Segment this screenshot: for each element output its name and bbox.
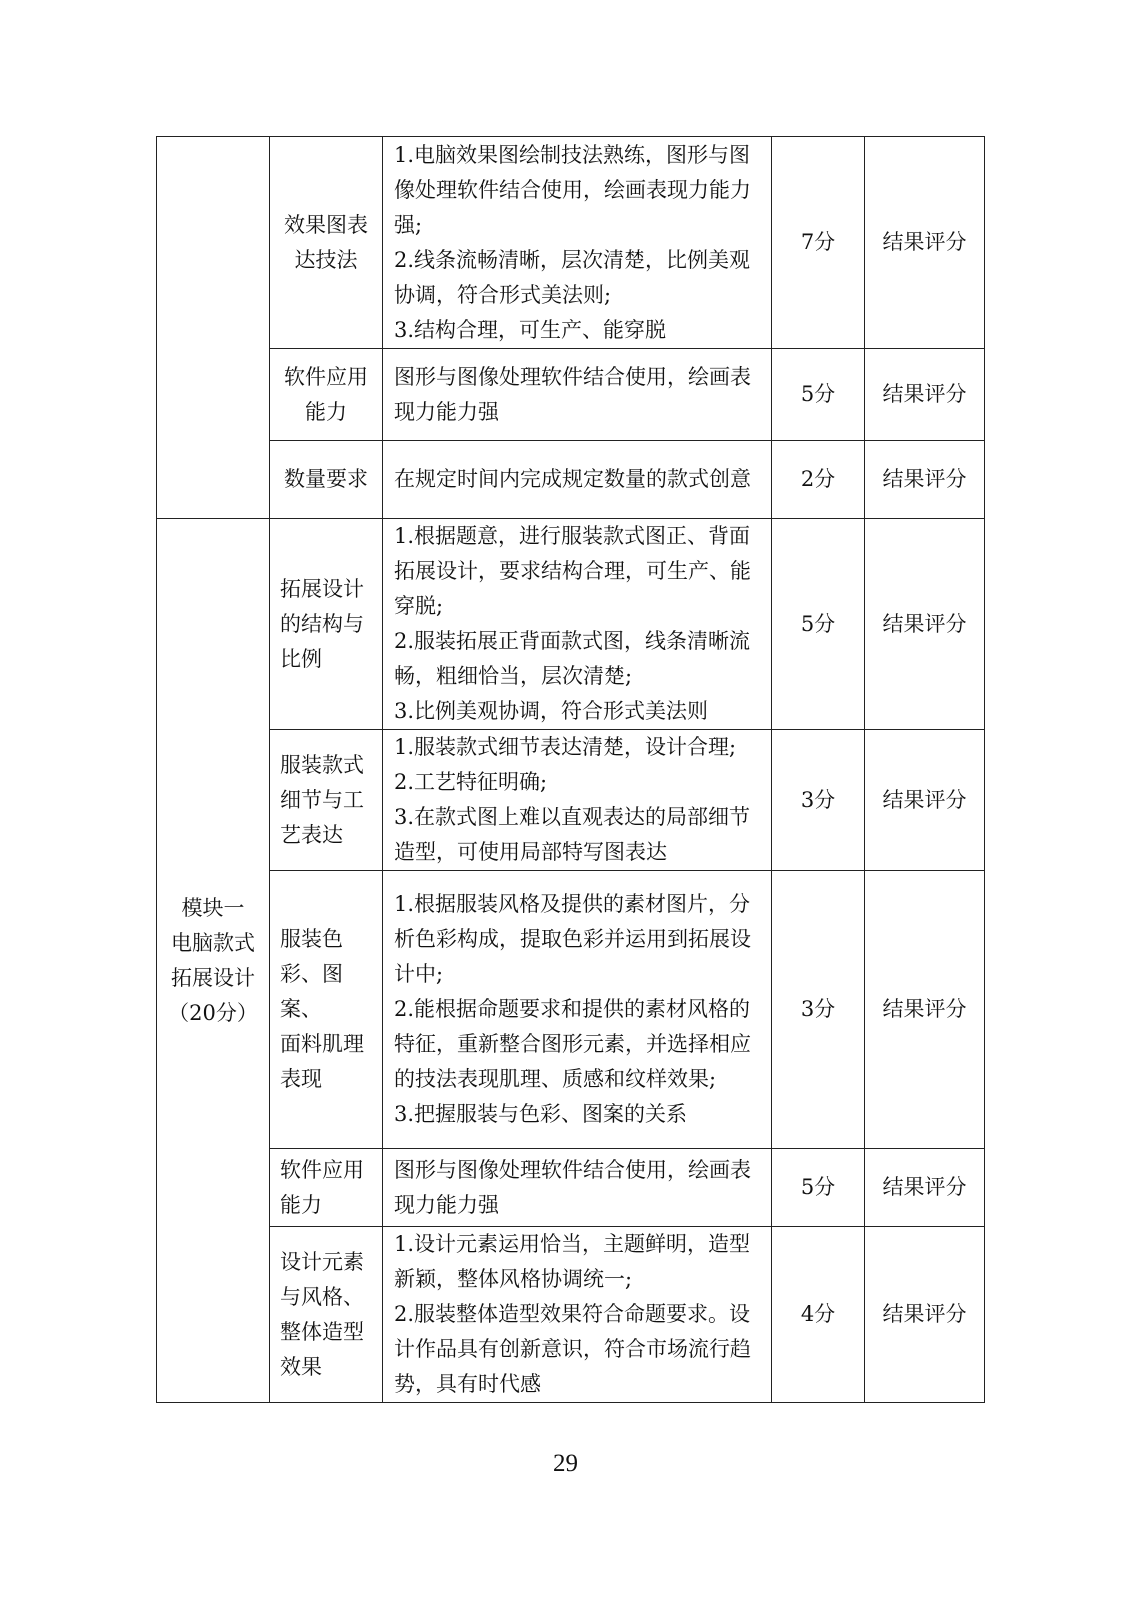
item-label-line: 与风格、	[280, 1284, 364, 1309]
item-label-line: 表现	[280, 1067, 322, 1091]
method-cell: 结果评分	[865, 441, 985, 519]
method-cell: 结果评分	[865, 137, 985, 349]
module-label-line: （20分）	[168, 1000, 258, 1025]
criterion-text: 3.把握服装与色彩、图案的关系	[394, 1102, 688, 1126]
criterion-text: 1.根据题意，进行服装款式图正、背面拓展设计，要求结构合理，可生产、能穿脱;	[394, 524, 751, 618]
module-cell	[157, 519, 270, 1403]
criteria-cell	[383, 730, 772, 871]
criteria-cell	[383, 1149, 772, 1227]
score-cell: 5分	[772, 349, 865, 441]
item-label-line: 艺表达	[280, 822, 343, 847]
item-label-line: 彩、图案、	[280, 962, 343, 1021]
criteria-cell	[383, 349, 772, 441]
item-cell	[270, 441, 383, 519]
criterion-text: 图形与图像处理软件结合使用，绘画表现力能力强	[394, 364, 751, 424]
item-label-line: 能力	[280, 1192, 322, 1217]
item-label-line: 软件应用	[284, 364, 368, 389]
criteria-cell	[383, 441, 772, 519]
criterion-text: 3.比例美观协调，符合形式美法则	[394, 699, 709, 723]
method-cell: 结果评分	[865, 871, 985, 1149]
criterion-text: 3.结构合理，可生产、能穿脱	[394, 317, 667, 342]
criterion-text: 1.电脑效果图绘制技法熟练，图形与图像处理软件结合使用，绘画表现力能力强;	[394, 142, 751, 237]
item-label-line: 服装款式	[280, 752, 364, 777]
criterion-text: 3.在款式图上难以直观表达的局部细节造型，可使用局部特写图表达	[394, 805, 751, 864]
method-cell: 结果评分	[865, 349, 985, 441]
criterion-text: 1.设计元素运用恰当，主题鲜明，造型新颖，整体风格协调统一;	[394, 1232, 751, 1291]
criterion-text: 1.服装款式细节表达清楚，设计合理;	[394, 735, 737, 759]
item-label-line: 效果	[280, 1354, 322, 1379]
module-cell-continued	[157, 137, 270, 519]
score-cell: 7分	[772, 137, 865, 349]
table-row	[157, 1149, 985, 1227]
criteria-cell	[383, 871, 772, 1149]
criterion-text: 2.服装拓展正背面款式图，线条清晰流畅，粗细恰当，层次清楚;	[394, 629, 751, 688]
item-label-line: 效果图表	[284, 212, 368, 237]
method-cell: 结果评分	[865, 519, 985, 730]
score-cell: 3分	[772, 730, 865, 871]
method-cell: 结果评分	[865, 1227, 985, 1403]
item-label-line: 比例	[280, 646, 322, 671]
item-label-line: 服装色	[280, 927, 343, 951]
criterion-text: 2.线条流畅清晰，层次清楚，比例美观协调，符合形式美法则;	[394, 247, 751, 307]
module-label-line: 模块一	[181, 895, 245, 920]
item-label-line: 数量要求	[284, 467, 368, 491]
item-label-line: 整体造型	[280, 1319, 364, 1344]
score-cell: 4分	[772, 1227, 865, 1403]
criteria-cell	[383, 1227, 772, 1403]
item-cell	[270, 1227, 383, 1403]
item-cell	[270, 871, 383, 1149]
page-number: 29	[553, 1450, 578, 1477]
scoring-table	[156, 136, 985, 1403]
criterion-text: 2.工艺特征明确;	[394, 770, 548, 794]
item-label-line: 面料肌理	[280, 1032, 364, 1056]
module-label-line: 拓展设计	[171, 965, 255, 990]
item-label-line: 达技法	[294, 247, 358, 272]
method-cell: 结果评分	[865, 1149, 985, 1227]
score-cell: 5分	[772, 1149, 865, 1227]
item-label-line: 软件应用	[280, 1157, 364, 1182]
score-cell: 3分	[772, 871, 865, 1149]
item-cell	[270, 1149, 383, 1227]
criterion-text: 2.能根据命题要求和提供的素材风格的特征，重新整合图形元素，并选择相应的技法表现肌理、质感和纹样效果;	[394, 997, 751, 1091]
item-cell	[270, 730, 383, 871]
criterion-text: 2.服装整体造型效果符合命题要求。设计作品具有创新意识，符合市场流行趋势，具有时代感	[394, 1302, 751, 1396]
criterion-text: 在规定时间内完成规定数量的款式创意	[394, 467, 751, 491]
score-cell: 2分	[772, 441, 865, 519]
table-row	[157, 730, 985, 871]
item-cell	[270, 519, 383, 730]
table-row	[157, 1227, 985, 1403]
table-row	[157, 137, 985, 349]
module-label-line: 电脑款式	[171, 930, 255, 955]
table-row	[157, 441, 985, 519]
item-label-line: 能力	[305, 399, 347, 424]
criterion-text: 图形与图像处理软件结合使用，绘画表现力能力强	[394, 1157, 751, 1217]
table-row	[157, 519, 985, 730]
item-cell	[270, 349, 383, 441]
item-label-line: 的结构与	[280, 611, 364, 636]
item-label-line: 拓展设计	[280, 576, 364, 601]
table-row	[157, 871, 985, 1149]
criteria-cell	[383, 519, 772, 730]
table-row	[157, 349, 985, 441]
criterion-text: 1.根据服装风格及提供的素材图片，分析色彩构成，提取色彩并运用到拓展设计中;	[394, 892, 751, 986]
item-label-line: 设计元素	[280, 1249, 364, 1274]
method-cell: 结果评分	[865, 730, 985, 871]
score-cell: 5分	[772, 519, 865, 730]
criteria-cell	[383, 137, 772, 349]
item-label-line: 细节与工	[280, 787, 364, 812]
item-cell	[270, 137, 383, 349]
